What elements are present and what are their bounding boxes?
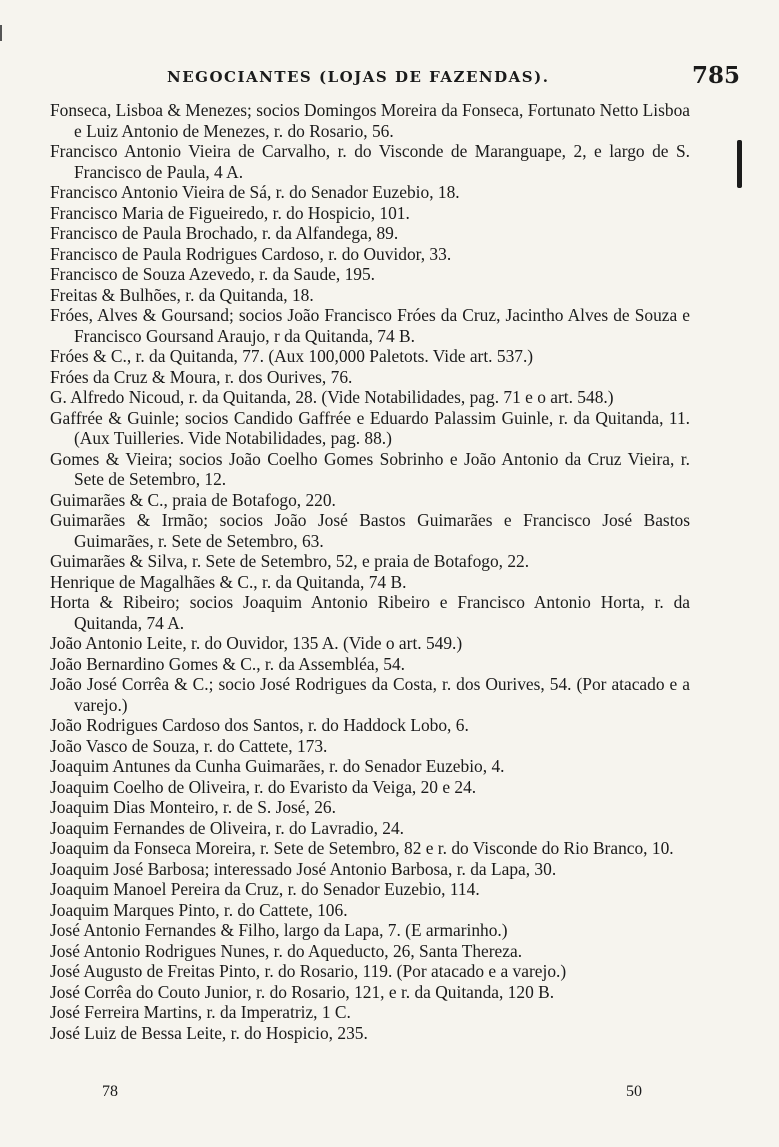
directory-entry: Francisco de Paula Rodrigues Cardoso, r. do Ouvidor, 33. [50,243,452,264]
directory-entry: Henrique de Magalhães & C., r. da Quitanda, 74 B. [50,571,407,592]
page-number: 785 [691,62,740,89]
directory-entry: João Rodrigues Cardoso dos Santos, r. do Haddock Lobo, 6. [50,715,469,735]
directory-entry: G. Alfredo Nicoud, r. da Quitanda, 28. (Vide Notabilidades, pag. 71 e o art. 548.) [50,387,614,407]
directory-entry: José Luiz de Bessa Leite, r. do Hospicio, 235. [50,1022,368,1043]
directory-entry: Horta & Ribeiro; socios Joaquim Antonio Ribeiro e Francisco Antonio Horta, r. da Quitanda, 74 A. [50,592,690,633]
directory-entry: José Antonio Fernandes & Filho, largo da Lapa, 7. (E armarinho.) [50,920,508,940]
directory-entry: Francisco Antonio Vieira de Carvalho, r. do Visconde de Maranguape, 2, e largo de S. Francisco de Paula, 4 A. [50,141,690,182]
directory-entry: José Antonio Rodrigues Nunes, r. do Aqueducto, 26, Santa Thereza. [50,940,523,961]
directory-entry: Joaquim da Fonseca Moreira, r. Sete de Setembro, 82 e r. do Visconde do Rio Branco, 10. [50,838,674,858]
directory-entry: Fróes da Cruz & Moura, r. dos Ourives, 76. [50,366,353,387]
directory-entry: Freitas & Bulhões, r. da Quitanda, 18. [50,284,314,305]
directory-entry: Fróes & C., r. da Quitanda, 77. (Aux 100,000 Paletots. Vide art. 537.) [50,346,534,366]
directory-entry: Joaquim Coelho de Oliveira, r. do Evaristo da Veiga, 20 e 24. [50,776,477,797]
page-header [40,60,740,90]
directory-entry: José Ferreira Martins, r. da Imperatriz, 1 C. [50,1002,351,1022]
directory-entry: Guimarães & C., praia de Botafogo, 220. [50,489,336,510]
directory-entry: Joaquim Manoel Pereira da Cruz, r. do Senador Euzebio, 114. [50,879,480,899]
directory-entry: Joaquim Marques Pinto, r. do Cattete, 106. [50,899,348,920]
margin-bracket-mark [737,140,742,188]
directory-entry: João José Corrêa & C.; socio José Rodrigues da Costa, r. dos Ourives, 54. (Por atacado e a varejo.) [50,674,690,715]
directory-entry: João Bernardino Gomes & C., r. da Assembléa, 54. [50,653,406,674]
directory-entry: Guimarães & Silva, r. Sete de Setembro, 52, e praia de Botafogo, 22. [50,551,530,571]
directory-entry: Gomes & Vieira; socios João Coelho Gomes Sobrinho e João Antonio da Cruz Vieira, r. Sete de Setembro, 12. [50,448,690,489]
page-title: NEGOCIANTES (LOJAS DE FAZENDAS). [167,68,550,86]
directory-entry: João Antonio Leite, r. do Ouvidor, 135 A. (Vide o art. 549.) [50,633,463,653]
directory-entry: Guimarães & Irmão; socios João José Bastos Guimarães e Francisco José Bastos Guimarães, r. Sete de Setembro, 63. [50,510,690,551]
directory-entry: Francisco de Paula Brochado, r. da Alfandega, 89. [50,223,399,243]
directory-entry: José Corrêa do Couto Junior, r. do Rosario, 121, e r. da Quitanda, 120 B. [50,981,555,1002]
directory-entry: Gaffrée & Guinle; socios Candido Gaffrée e Eduardo Palassim Guinle, r. da Quitanda, 11. (Aux Tuilleries. Vide Notabilidades, pag. 88.) [50,407,690,448]
directory-entry: Joaquim Dias Monteiro, r. de S. José, 26. [50,797,336,817]
directory-entry: Francisco de Souza Azevedo, r. da Saude, 195. [50,264,376,284]
footer-sheet-number: 50 [626,1083,642,1100]
directory-entry: Fróes, Alves & Goursand; socios João Francisco Fróes da Cruz, Jacintho Alves de Souza e Francisco Goursand Araujo, r da Quitanda, 74 B. [50,305,690,346]
directory-entry: Fonseca, Lisboa & Menezes; socios Domingos Moreira da Fonseca, Fortunato Netto Lisboa e Luiz Antonio de Menezes, r. do Rosario, 56. [50,100,690,141]
directory-entry: Joaquim Fernandes de Oliveira, r. do Lavradio, 24. [50,817,405,838]
directory-entry: João Vasco de Souza, r. do Cattete, 173. [50,735,328,756]
directory-list [50,100,690,1043]
footer-signature-number: 78 [102,1083,118,1100]
directory-entry: Francisco Antonio Vieira de Sá, r. do Senador Euzebio, 18. [50,182,460,202]
margin-rule [0,25,2,41]
directory-entry: José Augusto de Freitas Pinto, r. do Rosario, 119. (Por atacado e a varejo.) [50,961,567,981]
directory-entry: Joaquim José Barbosa; interessado José Antonio Barbosa, r. da Lapa, 30. [50,858,557,879]
directory-entry: Joaquim Antunes da Cunha Guimarães, r. do Senador Euzebio, 4. [50,756,505,776]
directory-entry: Francisco Maria de Figueiredo, r. do Hospicio, 101. [50,202,410,223]
